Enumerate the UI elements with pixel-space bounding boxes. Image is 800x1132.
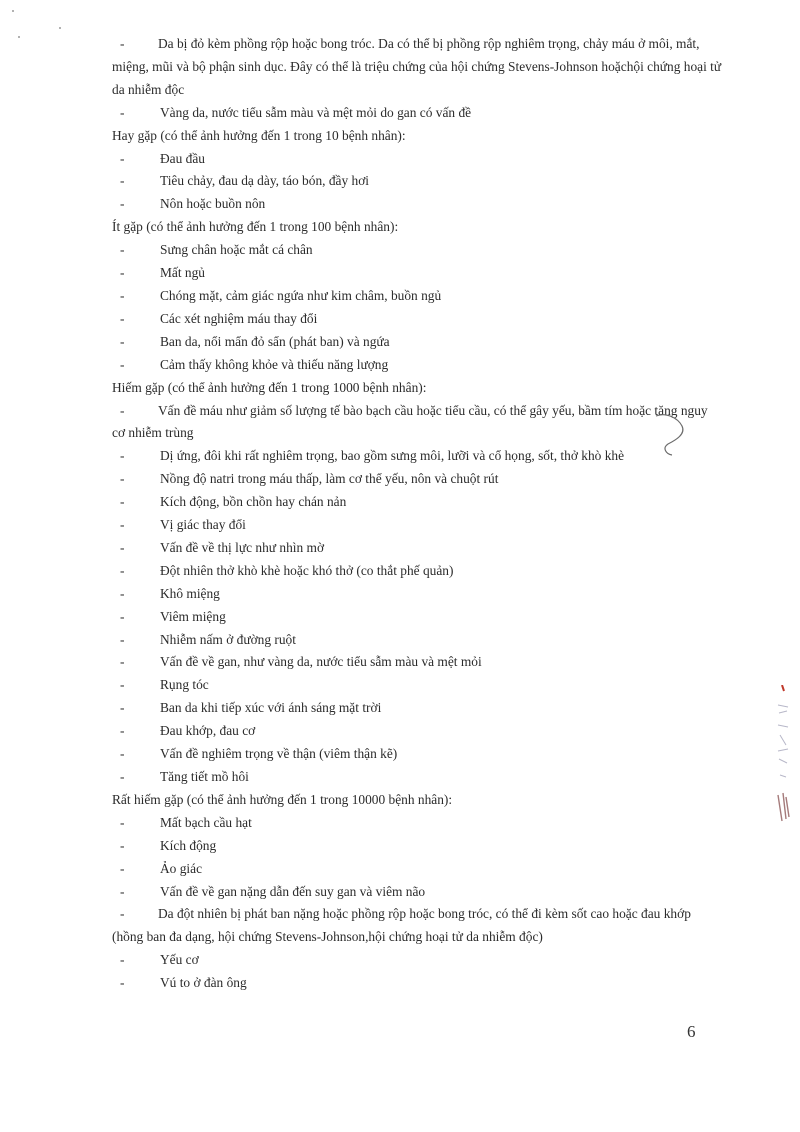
page-number: 6 [687,1022,696,1041]
bullet-dash: - [120,150,125,166]
margin-scribble-icon [774,685,792,825]
list-item-text: Nhiễm nấm ở đường ruột [160,631,296,647]
bullet-dash: - [120,494,125,510]
list-item-text: Chóng mặt, cảm giác ngứa như kim châm, buồn ngủ [160,287,442,303]
bullet-dash: - [120,265,125,281]
list-item [112,239,722,262]
bullet-dash: - [120,585,125,601]
list-item-text: Rụng tóc [160,677,209,693]
bullet-dash: - [120,471,125,487]
list-item [112,903,722,949]
list-item [112,766,722,789]
bullet-dash: - [120,723,125,739]
list-item [112,468,722,491]
bullet-dash: - [120,860,125,876]
list-item-text: Nôn hoặc buồn nôn [160,196,266,212]
bullet-dash: - [120,906,125,922]
list-item-text: Sưng chân hoặc mắt cá chân [160,242,313,258]
list-item [112,331,722,354]
list-item [112,949,722,972]
list-item-text: Các xét nghiệm máu thay đổi [160,310,318,326]
list-item [112,881,722,904]
bullet-dash: - [120,562,125,578]
list-item-text: Vàng da, nước tiểu sẫm màu và mệt mỏi do gan có vấn đề [160,104,472,120]
list-item-text: Vấn đề về thị lực như nhìn mờ [160,539,325,555]
bullet-dash: - [120,196,125,212]
list-item-text: Ban da khi tiếp xúc với ánh sáng mặt trời [160,700,382,716]
list-item [112,33,722,102]
bullet-dash: - [120,287,125,303]
list-item [112,629,722,652]
section-heading: Rất hiếm gặp (có thể ảnh hưởng đến 1 trong 10000 bệnh nhân): [112,791,453,807]
list-item [112,285,722,308]
list-item [112,697,722,720]
document-body [112,33,722,995]
list-item [112,102,722,125]
list-item-text: Vị giác thay đổi [160,517,246,533]
list-item [112,972,722,995]
list-item-text: Đau khớp, đau cơ [160,723,256,739]
bullet-dash: - [120,517,125,533]
list-item [112,858,722,881]
scan-speck [12,10,14,12]
list-item [112,148,722,171]
bullet-dash: - [120,631,125,647]
list-item-text: Nồng độ natri trong máu thấp, làm cơ thể yếu, nôn và chuột rút [160,471,499,487]
list-item-text: Da bị đỏ kèm phồng rộp hoặc bong tróc. Da có thể bị phồng rộp nghiêm trọng, chảy máu ở môi, mắt, miệng, mũi và bộ phận sinh dục. Đây có thể là triệu chứng của hội chứng Stevens-Johnson hoặchội chứng hoại tử da nhiễm độc [112,36,722,97]
bullet-dash: - [120,356,125,372]
list-item-text: Yếu cơ [160,952,199,968]
list-item [112,400,722,446]
list-item [112,308,722,331]
list-item [112,262,722,285]
section-heading: Ít gặp (có thể ảnh hưởng đến 1 trong 100 bệnh nhân): [112,219,399,235]
bullet-dash: - [120,333,125,349]
bullet-dash: - [120,814,125,830]
list-item [112,491,722,514]
list-item-text: Viêm miệng [160,608,226,624]
list-item [112,674,722,697]
list-item-text: Tăng tiết mồ hôi [160,769,249,784]
bullet-dash: - [120,173,125,189]
list-item [112,445,722,468]
bullet-dash: - [120,242,125,258]
list-item-text: Vấn đề về gan nặng dẫn đến suy gan và viêm não [160,883,426,899]
bullet-dash: - [120,746,125,762]
list-item-text: Tiêu chảy, đau dạ dày, táo bón, đầy hơi [160,173,370,189]
bullet-dash: - [120,104,125,120]
scan-speck [59,27,61,29]
bullet-dash: - [120,769,125,784]
list-item-text: Ảo giác [160,860,203,876]
bullet-dash: - [120,608,125,624]
list-item-text: Đột nhiên thở khò khè hoặc khó thở (co thắt phế quản) [160,562,454,578]
list-item-text: Da đột nhiên bị phát ban nặng hoặc phồng rộp hoặc bong tróc, có thể đi kèm sốt cao hoặc đau khớp (hồng ban đa dạng, hội chứng Stevens-Johnson,hội chứng hoại tử da nhiễm độc) [112,906,691,945]
list-item-text: Kích động, bồn chồn hay chán nản [160,494,347,510]
bullet-dash: - [120,883,125,899]
bullet-dash: - [120,539,125,555]
list-item [112,606,722,629]
list-item-text: Dị ứng, đôi khi rất nghiêm trọng, bao gồm sưng môi, lưỡi và cổ họng, sốt, thở khò khè [160,448,625,464]
bullet-dash: - [120,36,125,51]
bullet-dash: - [120,677,125,693]
list-item-text: Mất ngủ [160,265,206,281]
scan-speck [18,36,20,38]
list-item-text: Cảm thấy không khỏe và thiếu năng lượng [160,356,389,372]
pen-mark-icon [652,410,692,458]
list-item [112,743,722,766]
bullet-dash: - [120,310,125,326]
list-item [112,537,722,560]
bullet-dash: - [120,700,125,716]
bullet-dash: - [120,837,125,853]
list-item-text: Vấn đề nghiêm trọng về thận (viêm thận kẽ) [160,746,398,762]
bullet-dash: - [120,448,125,464]
list-item [112,651,722,674]
list-item [112,835,722,858]
list-item-text: Vú to ở đàn ông [160,975,247,991]
bullet-dash: - [120,402,125,418]
list-item-text: Đau đầu [160,150,205,166]
list-item [112,354,722,377]
list-item-text: Vấn đề về gan, như vàng da, nước tiểu sẫm màu và mệt mỏi [160,654,482,670]
list-item [112,170,722,193]
list-item [112,514,722,537]
list-item-text: Vấn đề máu như giảm số lượng tế bào bạch cầu hoặc tiểu cầu, có thể gây yếu, bầm tím hoặc tăng nguy cơ nhiễm trùng [112,402,708,441]
bullet-dash: - [120,952,125,968]
bullet-dash: - [120,975,125,991]
section-heading: Hay gặp (có thể ảnh hưởng đến 1 trong 10 bệnh nhân): [112,127,406,143]
list-item [112,720,722,743]
list-item-text: Mất bạch cầu hạt [160,814,252,830]
list-item [112,193,722,216]
list-item-text: Ban da, nổi mẩn đỏ sẩn (phát ban) và ngứa [160,333,390,349]
list-item [112,812,722,835]
list-item [112,560,722,583]
list-item-text: Khô miệng [160,585,220,601]
list-item-text: Kích động [160,837,217,853]
bullet-dash: - [120,654,125,670]
section-heading: Hiếm gặp (có thể ảnh hưởng đến 1 trong 1000 bệnh nhân): [112,379,427,395]
list-item [112,583,722,606]
